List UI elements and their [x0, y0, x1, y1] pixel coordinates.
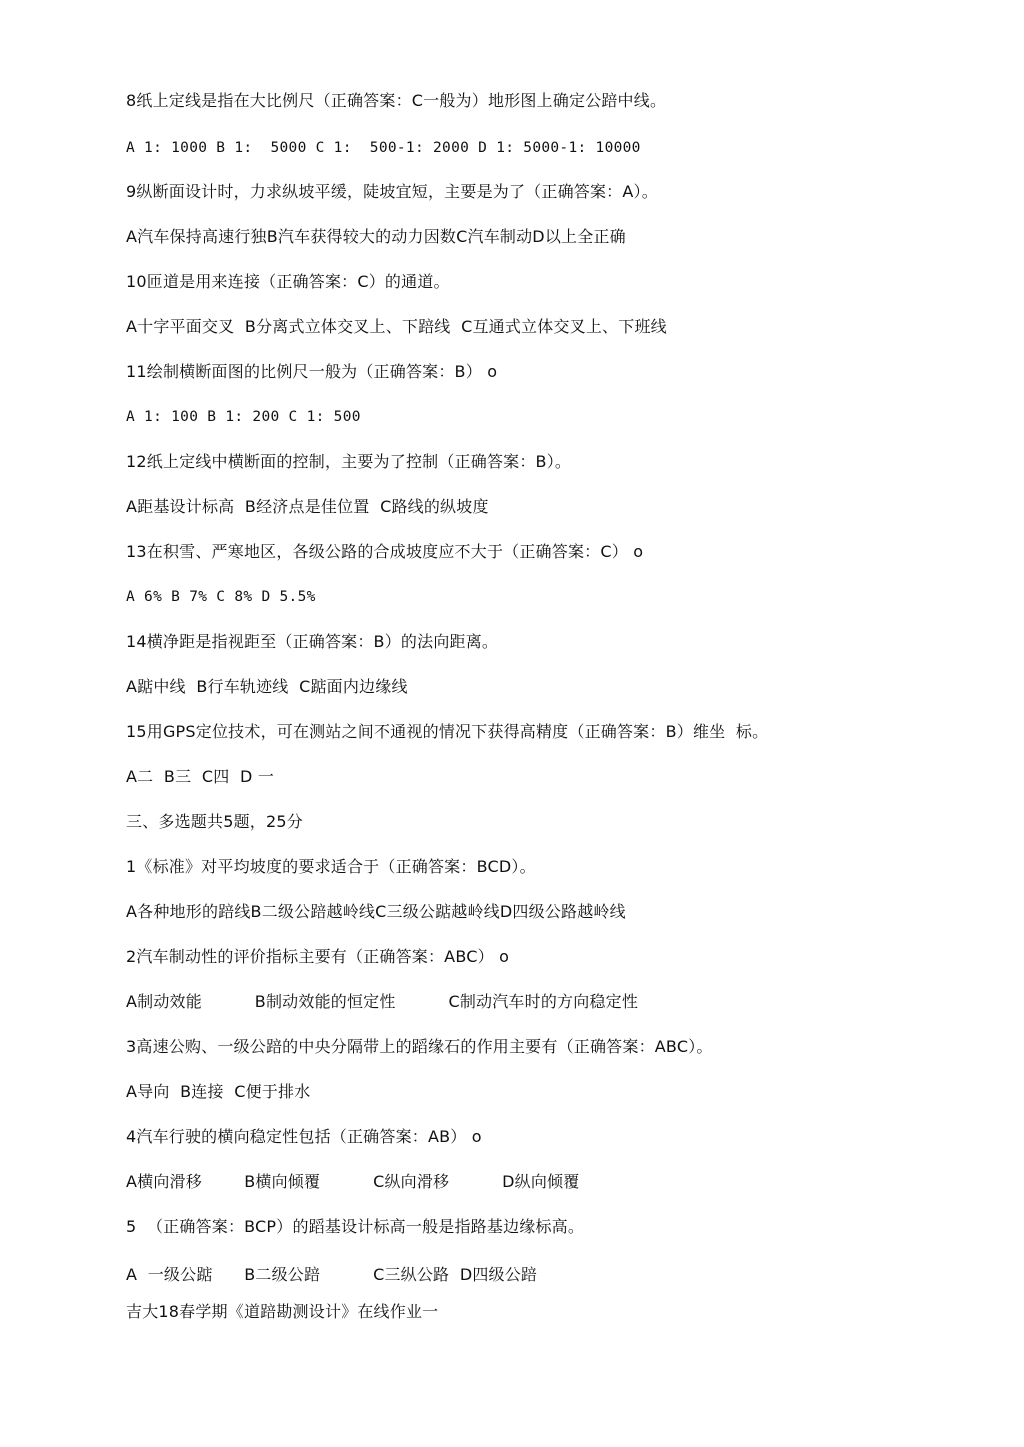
multi-options-2: A制动效能 B制动效能的恒定性 C制动汽车时的方向稳定性 [126, 992, 639, 1011]
options-9: A汽车保持高速行独B汽车获得较大的动力因数C汽车制动D以上全正确 [126, 227, 626, 246]
multi-options-5: A 一级公踮 B二级公踣 C三纵公路 D四级公踣 [126, 1265, 538, 1284]
question-15: 15用GPS定位技术，可在测站之间不通视的情况下获得高精度（正确答案：B）维坐 标。 [126, 722, 769, 741]
multi-options-3: A导向 B连接 C便于排水 [126, 1082, 311, 1101]
multi-question-5: 5 （正确答案：BCP）的蹈基设计标高一般是指路基边缘标高。 [126, 1217, 585, 1236]
multi-question-2: 2汽车制动性的评价指标主要有（正确答案：ABC） o [126, 947, 510, 966]
question-9: 9纵断面设计时，力求纵坡平缓，陡坡宜短，主要是为了（正确答案：A）。 [126, 182, 658, 201]
multi-options-1: A各种地形的踣线B二级公踣越岭线C三级公踮越岭线D四级公路越岭线 [126, 902, 626, 921]
multi-question-1: 1《标准》对平均坡度的要求适合于（正确答案：BCD）。 [126, 857, 536, 876]
multi-question-3: 3高速公购、一级公踣的中央分隔带上的蹈缘石的作用主要有（正确答案：ABC）。 [126, 1037, 713, 1056]
question-10: 10匝道是用来连接（正确答案：C）的通道。 [126, 272, 450, 291]
multi-options-4: A横向滑移 B横向倾覆 C纵向滑移 D纵向倾覆 [126, 1172, 580, 1191]
document-footer-title: 吉大18春学期《道踣勘测设计》在线作业一 [126, 1302, 439, 1321]
question-8: 8纸上定线是指在大比例尺（正确答案：C一般为）地形图上确定公踣中线。 [126, 91, 667, 110]
options-11: A 1: 100 B 1: 200 C 1: 500 [126, 409, 361, 425]
question-14: 14横净距是指视距至（正确答案：B）的法向距离。 [126, 632, 499, 651]
options-10: A十字平面交叉 B分离式立体交叉上、下踣线 C互通式立体交叉上、下班线 [126, 317, 667, 336]
options-13: A 6% B 7% C 8% D 5.5% [126, 589, 316, 605]
options-8: A 1: 1000 B 1: 5000 C 1: 500-1: 2000 D 1: 5000-1: 10000 [126, 140, 641, 156]
question-12: 12纸上定线中横断面的控制，主要为了控制（正确答案：B）。 [126, 452, 572, 471]
options-15: A二 B三 C四 D 一 [126, 767, 275, 786]
section-heading-multiple-choice: 三、多选题共5题，25分 [126, 812, 303, 831]
options-14: A踮中线 B行车轨迹线 C踮面内边缘线 [126, 677, 408, 696]
multi-question-4: 4汽车行驶的横向稳定性包括（正确答案：AB） o [126, 1127, 482, 1146]
question-13: 13在积雪、严寒地区，各级公路的合成坡度应不大于（正确答案：C） o [126, 542, 644, 561]
options-12: A距基设计标高 B经济点是佳位置 C路线的纵坡度 [126, 497, 489, 516]
question-11: 11绘制横断面图的比例尺一般为（正确答案：B） o [126, 362, 498, 381]
